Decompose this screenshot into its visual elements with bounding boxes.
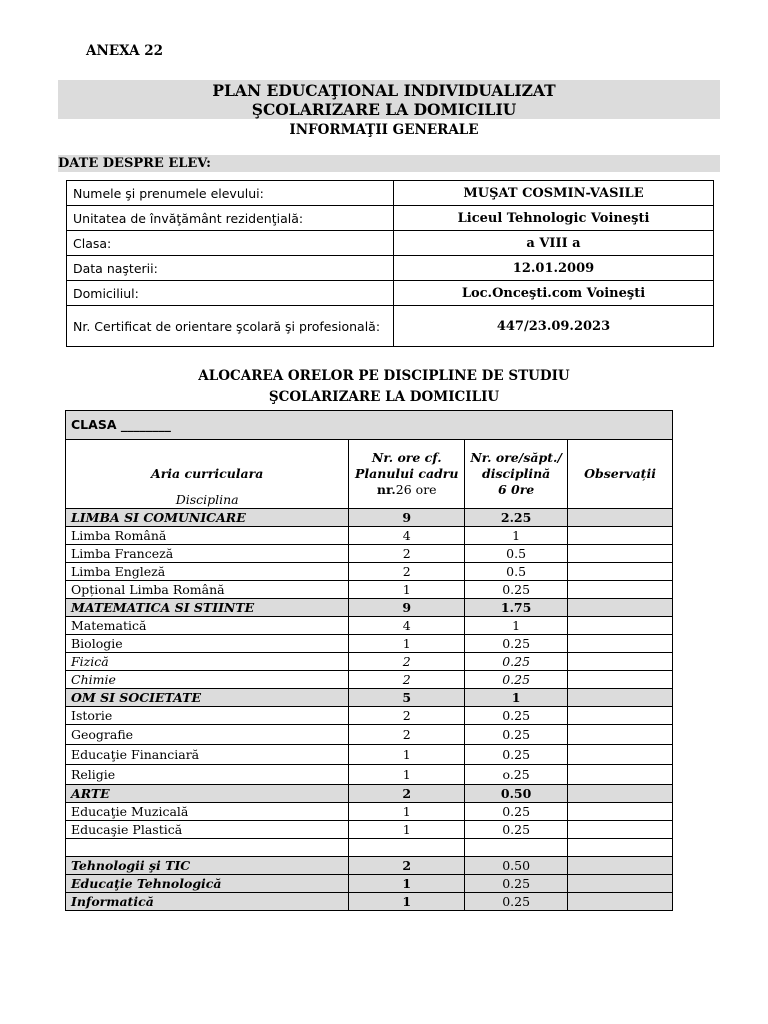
- table-row: [66, 893, 673, 911]
- header-aria: Aria curriculara: [151, 466, 264, 481]
- row-obs: [568, 563, 673, 581]
- table-row: [66, 857, 673, 875]
- row-week: 0.25: [465, 653, 568, 671]
- table-row: [66, 671, 673, 689]
- row-obs: [568, 803, 673, 821]
- row-obs: [568, 617, 673, 635]
- student-section-label: DATE DESPRE ELEV:: [58, 156, 211, 171]
- row-obs: [568, 785, 673, 803]
- row-name: LIMBA SI COMUNICARE: [66, 509, 349, 527]
- row-plan: 1: [349, 821, 465, 839]
- row-name: MATEMATICA SI STIINTE: [66, 599, 349, 617]
- row-plan: 5: [349, 689, 465, 707]
- row-plan: 2: [349, 707, 465, 725]
- document-title-line2: ŞCOLARIZARE LA DOMICILIU: [251, 100, 517, 119]
- row-name: Biologie: [66, 635, 349, 653]
- row-plan: 1: [349, 745, 465, 765]
- row-week: 2.25: [465, 509, 568, 527]
- row-name: Limba Română: [66, 527, 349, 545]
- row-week: 0.25: [465, 707, 568, 725]
- row-name: Fizică: [66, 653, 349, 671]
- table-row: [66, 707, 673, 725]
- row-week: 0.25: [465, 635, 568, 653]
- row-week: 0.25: [465, 893, 568, 911]
- table-row: [66, 653, 673, 671]
- row-name: Educaţie Financiară: [66, 745, 349, 765]
- row-obs: [568, 599, 673, 617]
- table-row: [66, 509, 673, 527]
- row-plan: 1: [349, 803, 465, 821]
- header-plan-prefix: nr.: [376, 482, 396, 497]
- row-name: Geografie: [66, 725, 349, 745]
- info-row: [67, 181, 714, 206]
- header-plan: [349, 440, 465, 509]
- table-row: [66, 635, 673, 653]
- info-label: Numele şi prenumele elevului:: [67, 181, 394, 206]
- info-row: [67, 206, 714, 231]
- row-plan: 1: [349, 893, 465, 911]
- table-row: [66, 581, 673, 599]
- table-row: [66, 689, 673, 707]
- table-row: [66, 745, 673, 765]
- row-plan: 9: [349, 599, 465, 617]
- row-name: ARTE: [66, 785, 349, 803]
- row-name: Educaţie Muzicală: [66, 803, 349, 821]
- row-name: Tehnologii şi TIC: [66, 857, 349, 875]
- table-row: [66, 527, 673, 545]
- row-plan: 2: [349, 563, 465, 581]
- row-obs: [568, 765, 673, 785]
- row-week: 0.25: [465, 671, 568, 689]
- info-row: [67, 231, 714, 256]
- header-week: [465, 440, 568, 509]
- student-info-table: [66, 180, 714, 347]
- info-value: MUŞAT COSMIN-VASILE: [394, 181, 714, 206]
- row-week: o.25: [465, 765, 568, 785]
- row-week: 0.25: [465, 725, 568, 745]
- row-week: 0.25: [465, 745, 568, 765]
- info-value: 447/23.09.2023: [394, 306, 714, 347]
- row-week: 0.50: [465, 785, 568, 803]
- row-obs: [568, 745, 673, 765]
- table-row: [66, 545, 673, 563]
- row-obs: [568, 689, 673, 707]
- row-name: Chimie: [66, 671, 349, 689]
- info-label: Unitatea de învăţământ rezidenţială:: [67, 206, 394, 231]
- row-obs: [568, 707, 673, 725]
- row-plan: 1: [349, 635, 465, 653]
- document-subtitle: INFORMAŢII GENERALE: [289, 122, 479, 138]
- table-row: [66, 617, 673, 635]
- row-obs: [568, 581, 673, 599]
- allocation-title-line2: ŞCOLARIZARE LA DOMICILIU: [268, 389, 500, 405]
- row-week: 0.50: [465, 857, 568, 875]
- row-obs: [568, 857, 673, 875]
- row-name: Educaşie Plastică: [66, 821, 349, 839]
- header-disciplina: Disciplina: [175, 492, 239, 507]
- row-week: 0.5: [465, 563, 568, 581]
- info-label: Data naşterii:: [67, 256, 394, 281]
- row-name: OM SI SOCIETATE: [66, 689, 349, 707]
- clasa-row: [66, 411, 673, 440]
- info-value: 12.01.2009: [394, 256, 714, 281]
- info-label: Clasa:: [67, 231, 394, 256]
- info-label: Domiciliul:: [67, 281, 394, 306]
- header-plan-note: 26 ore: [395, 482, 437, 497]
- row-plan: 2: [349, 545, 465, 563]
- row-obs: [568, 821, 673, 839]
- row-week: 0.25: [465, 875, 568, 893]
- row-plan: 2: [349, 785, 465, 803]
- table-row: [66, 821, 673, 839]
- row-obs: [568, 671, 673, 689]
- row-plan: 1: [349, 581, 465, 599]
- header-observatii: Observații: [568, 440, 673, 509]
- row-week: 0.25: [465, 581, 568, 599]
- row-week: 0.25: [465, 803, 568, 821]
- table-row: [66, 875, 673, 893]
- table-row: [66, 803, 673, 821]
- row-week: 1: [465, 689, 568, 707]
- row-name: Religie: [66, 765, 349, 785]
- row-plan: 2: [349, 725, 465, 745]
- row-name: Matematică: [66, 617, 349, 635]
- row-week: 0.5: [465, 545, 568, 563]
- row-plan: 1: [349, 765, 465, 785]
- row-week: 1.75: [465, 599, 568, 617]
- empty-row: [66, 839, 673, 857]
- row-obs: [568, 653, 673, 671]
- row-obs: [568, 635, 673, 653]
- row-name: Istorie: [66, 707, 349, 725]
- row-name: Limba Franceză: [66, 545, 349, 563]
- document-title: PLAN EDUCAŢIONAL INDIVIDUALIZAT: [212, 81, 556, 100]
- row-obs: [568, 545, 673, 563]
- info-label: Nr. Certificat de orientare şcolară şi profesională:: [67, 306, 394, 347]
- row-name: Opțional Limba Română: [66, 581, 349, 599]
- clasa-label: CLASA ________: [66, 411, 673, 440]
- info-row: [67, 306, 714, 347]
- info-row: [67, 256, 714, 281]
- row-week: 0.25: [465, 821, 568, 839]
- row-obs: [568, 725, 673, 745]
- row-plan: 2: [349, 857, 465, 875]
- row-plan: 2: [349, 671, 465, 689]
- row-plan: 2: [349, 653, 465, 671]
- info-value: a VIII a: [394, 231, 714, 256]
- row-obs: [568, 893, 673, 911]
- annex-label: ANEXA 22: [86, 43, 164, 59]
- table-row: [66, 563, 673, 581]
- row-obs: [568, 527, 673, 545]
- row-name: Educaţie Tehnologică: [66, 875, 349, 893]
- header-plan-label: Nr. ore cf. Planului cadru: [355, 450, 459, 481]
- row-obs: [568, 509, 673, 527]
- header-week-label: Nr. ore/săpt./ disciplină: [470, 450, 562, 481]
- info-value: Loc.Onceşti.com Voineşti: [394, 281, 714, 306]
- row-week: 1: [465, 527, 568, 545]
- row-week: 1: [465, 617, 568, 635]
- row-obs: [568, 875, 673, 893]
- header-aria-cell: [66, 440, 349, 509]
- row-plan: 4: [349, 527, 465, 545]
- header-row: [66, 440, 673, 509]
- row-name: Informatică: [66, 893, 349, 911]
- info-value: Liceul Tehnologic Voineşti: [394, 206, 714, 231]
- allocation-title: ALOCAREA ORELOR PE DISCIPLINE DE STUDIU: [198, 368, 570, 384]
- info-row: [67, 281, 714, 306]
- header-week-note: 6 0re: [497, 482, 535, 497]
- row-plan: 9: [349, 509, 465, 527]
- table-row: [66, 725, 673, 745]
- allocation-table: [65, 410, 673, 911]
- table-row: [66, 785, 673, 803]
- table-row: [66, 599, 673, 617]
- row-plan: 4: [349, 617, 465, 635]
- row-name: Limba Engleză: [66, 563, 349, 581]
- table-row: [66, 765, 673, 785]
- row-plan: 1: [349, 875, 465, 893]
